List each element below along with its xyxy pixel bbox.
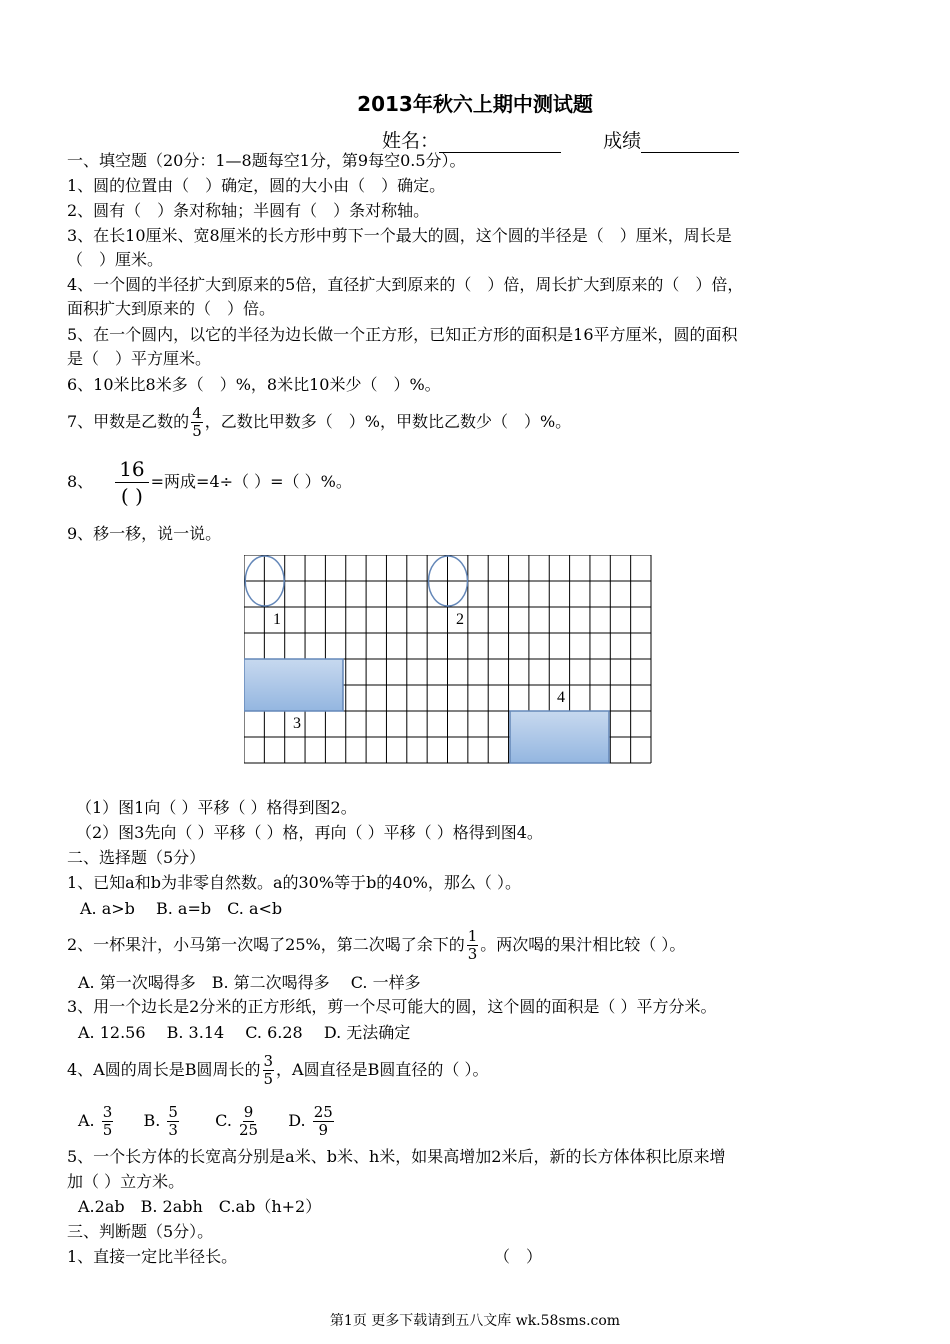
s2q2-fraction [467, 928, 479, 963]
s2q4-option-c-den: 25 [239, 1121, 259, 1139]
page-title: 2013年秋六上期中测试题 [357, 92, 593, 116]
s2q4-option-d-den: 9 [318, 1121, 329, 1139]
shape-3-rectangle [244, 659, 343, 711]
s1-question-2: 2、圆有（ ）条对称轴；半圆有（ ）条对称轴。 [67, 201, 430, 220]
s2q2-suffix: 。两次喝的果汁相比较（ ）。 [480, 935, 686, 954]
s2-question-4-options [78, 1099, 336, 1143]
s2q4-denominator: 5 [263, 1070, 274, 1088]
section1-heading: 一、填空题（20分：1—8题每空1分，第9每空0.5分）。 [67, 151, 466, 170]
s2q4-option-d-label: D. [288, 1111, 306, 1130]
s2q4-option-d-num: 25 [313, 1103, 333, 1121]
grid-label-1: 1 [273, 611, 281, 628]
q8-suffix: =两成=4÷（ ）=（ ）%。 [150, 472, 352, 491]
s2q2-numerator: 1 [467, 927, 478, 945]
s2q4-suffix: ，A圆直径是B圆直径的（ ）。 [276, 1060, 489, 1079]
section2-heading: 二、选择题（5分） [67, 848, 206, 867]
s2q4-option-b-label: B. [143, 1111, 161, 1130]
score-blank [641, 134, 739, 153]
s2q4-option-d-fraction [313, 1104, 334, 1139]
s1-question-9b: （2）图3先向（ ）平移（ ）格，再向（ ）平移（ ）格得到图4。 [76, 823, 543, 842]
s2-question-5-line1: 5、一个长方体的长宽高分别是a米、b米、h米，如果高增加2米后，新的长方体体积比原来增 [67, 1147, 726, 1166]
s2-question-1-options: A. a>b B. a=b C. a<b [80, 899, 283, 918]
q8-denominator: ( ) [120, 484, 143, 508]
q8-prefix: 8、 [67, 472, 94, 491]
q7-numerator: 4 [192, 404, 202, 422]
s2-question-2-options: A. 第一次喝得多 B. 第二次喝得多 C. 一样多 [78, 973, 421, 992]
q8-fraction [115, 456, 148, 509]
q7-prefix: 7、甲数是乙数的 [67, 412, 190, 431]
s2q4-option-b-fraction [167, 1104, 179, 1139]
s2q4-option-a-den: 5 [102, 1121, 113, 1139]
grid-label-3: 3 [293, 715, 301, 732]
s2q4-fraction [263, 1053, 275, 1088]
s3-question-1-answer-paren: （ ） [494, 1247, 543, 1266]
q7-suffix: ，乙数比甲数多（ ）%，甲数比乙数少（ ）%。 [204, 412, 572, 431]
q7-fraction [191, 405, 203, 440]
name-score-row [382, 126, 739, 153]
score-label: 成绩 [603, 130, 642, 152]
s1-question-3-line2: （ ）厘米。 [67, 250, 164, 269]
grid-label-4: 4 [557, 689, 565, 706]
s2q4-numerator: 3 [263, 1052, 274, 1070]
s1-question-1: 1、圆的位置由（ ）确定，圆的大小由（ ）确定。 [67, 176, 446, 195]
s2-question-3-options: A. 12.56 B. 3.14 C. 6.28 D. 无法确定 [78, 1023, 411, 1042]
section3-heading: 三、判断题（5分）。 [67, 1222, 214, 1241]
s2q4-option-c-fraction [239, 1104, 258, 1139]
s2q2-prefix: 2、一杯果汁，小马第一次喝了25%，第二次喝了余下的 [67, 935, 465, 954]
q8-numerator: 16 [115, 456, 148, 483]
s1-question-9a: （1）图1向（ ）平移（ ）格得到图2。 [76, 798, 357, 817]
s2q4-prefix: 4、A圆的周长是B圆周长的 [67, 1060, 261, 1079]
s2-question-4 [67, 1050, 488, 1090]
s2q4-option-c-label: C. [215, 1111, 232, 1130]
s2q4-option-a-label: A. [78, 1111, 95, 1130]
s1-question-6: 6、10米比8米多（ ）%，8米比10米少（ ）%。 [67, 375, 441, 394]
s2q4-option-a-fraction [102, 1104, 114, 1139]
s1-question-5-line2: 是（ ）平方厘米。 [67, 349, 212, 368]
s2-question-5-options: A.2ab B. 2abh C.ab（h+2） [78, 1197, 322, 1216]
s2-question-2 [67, 925, 685, 965]
page-footer: 第1页 更多下载请到五八文库 wk.58sms.com [329, 1313, 621, 1329]
q7-denominator: 5 [192, 422, 202, 440]
s1-question-4-line1: 4、一个圆的半径扩大到原来的5倍，直径扩大到原来的（ ）倍，周长扩大到原来的（ ）倍， [67, 275, 744, 294]
s2q2-denominator: 3 [467, 945, 478, 963]
s1-question-4-line2: 面积扩大到原来的（ ）倍。 [67, 299, 276, 318]
s2q4-option-c-num: 9 [243, 1103, 254, 1121]
s1-question-8 [67, 454, 352, 510]
s2q4-option-a-num: 3 [102, 1103, 113, 1121]
s2q4-option-b-num: 5 [168, 1103, 178, 1121]
s1-question-3-line1: 3、在长10厘米、宽8厘米的长方形中剪下一个最大的圆，这个圆的半径是（ ）厘米，周长是 [67, 226, 732, 245]
s1-question-9: 9、移一移，说一说。 [67, 524, 222, 543]
s2q4-option-b-den: 3 [168, 1121, 178, 1139]
s2-question-3: 3、用一个边长是2分米的正方形纸，剪一个尽可能大的圆，这个圆的面积是（ ）平方分米。 [67, 997, 717, 1016]
s2-question-1: 1、已知a和b为非零自然数。a的30%等于b的40%，那么（ ）。 [67, 873, 521, 892]
s2-question-5-line2: 加（ ）立方米。 [67, 1172, 185, 1191]
shape-4-rectangle [510, 711, 609, 763]
s1-question-5-line1: 5、在一个圆内，以它的半径为边长做一个正方形，已知正方形的面积是16平方厘米，圆的面积 [67, 325, 738, 344]
translation-grid [244, 555, 652, 765]
name-label: 姓名： [382, 130, 440, 152]
grid-label-2: 2 [456, 611, 464, 628]
s3-question-1: 1、直接一定比半径长。 [67, 1247, 238, 1266]
s1-question-7 [67, 402, 571, 442]
